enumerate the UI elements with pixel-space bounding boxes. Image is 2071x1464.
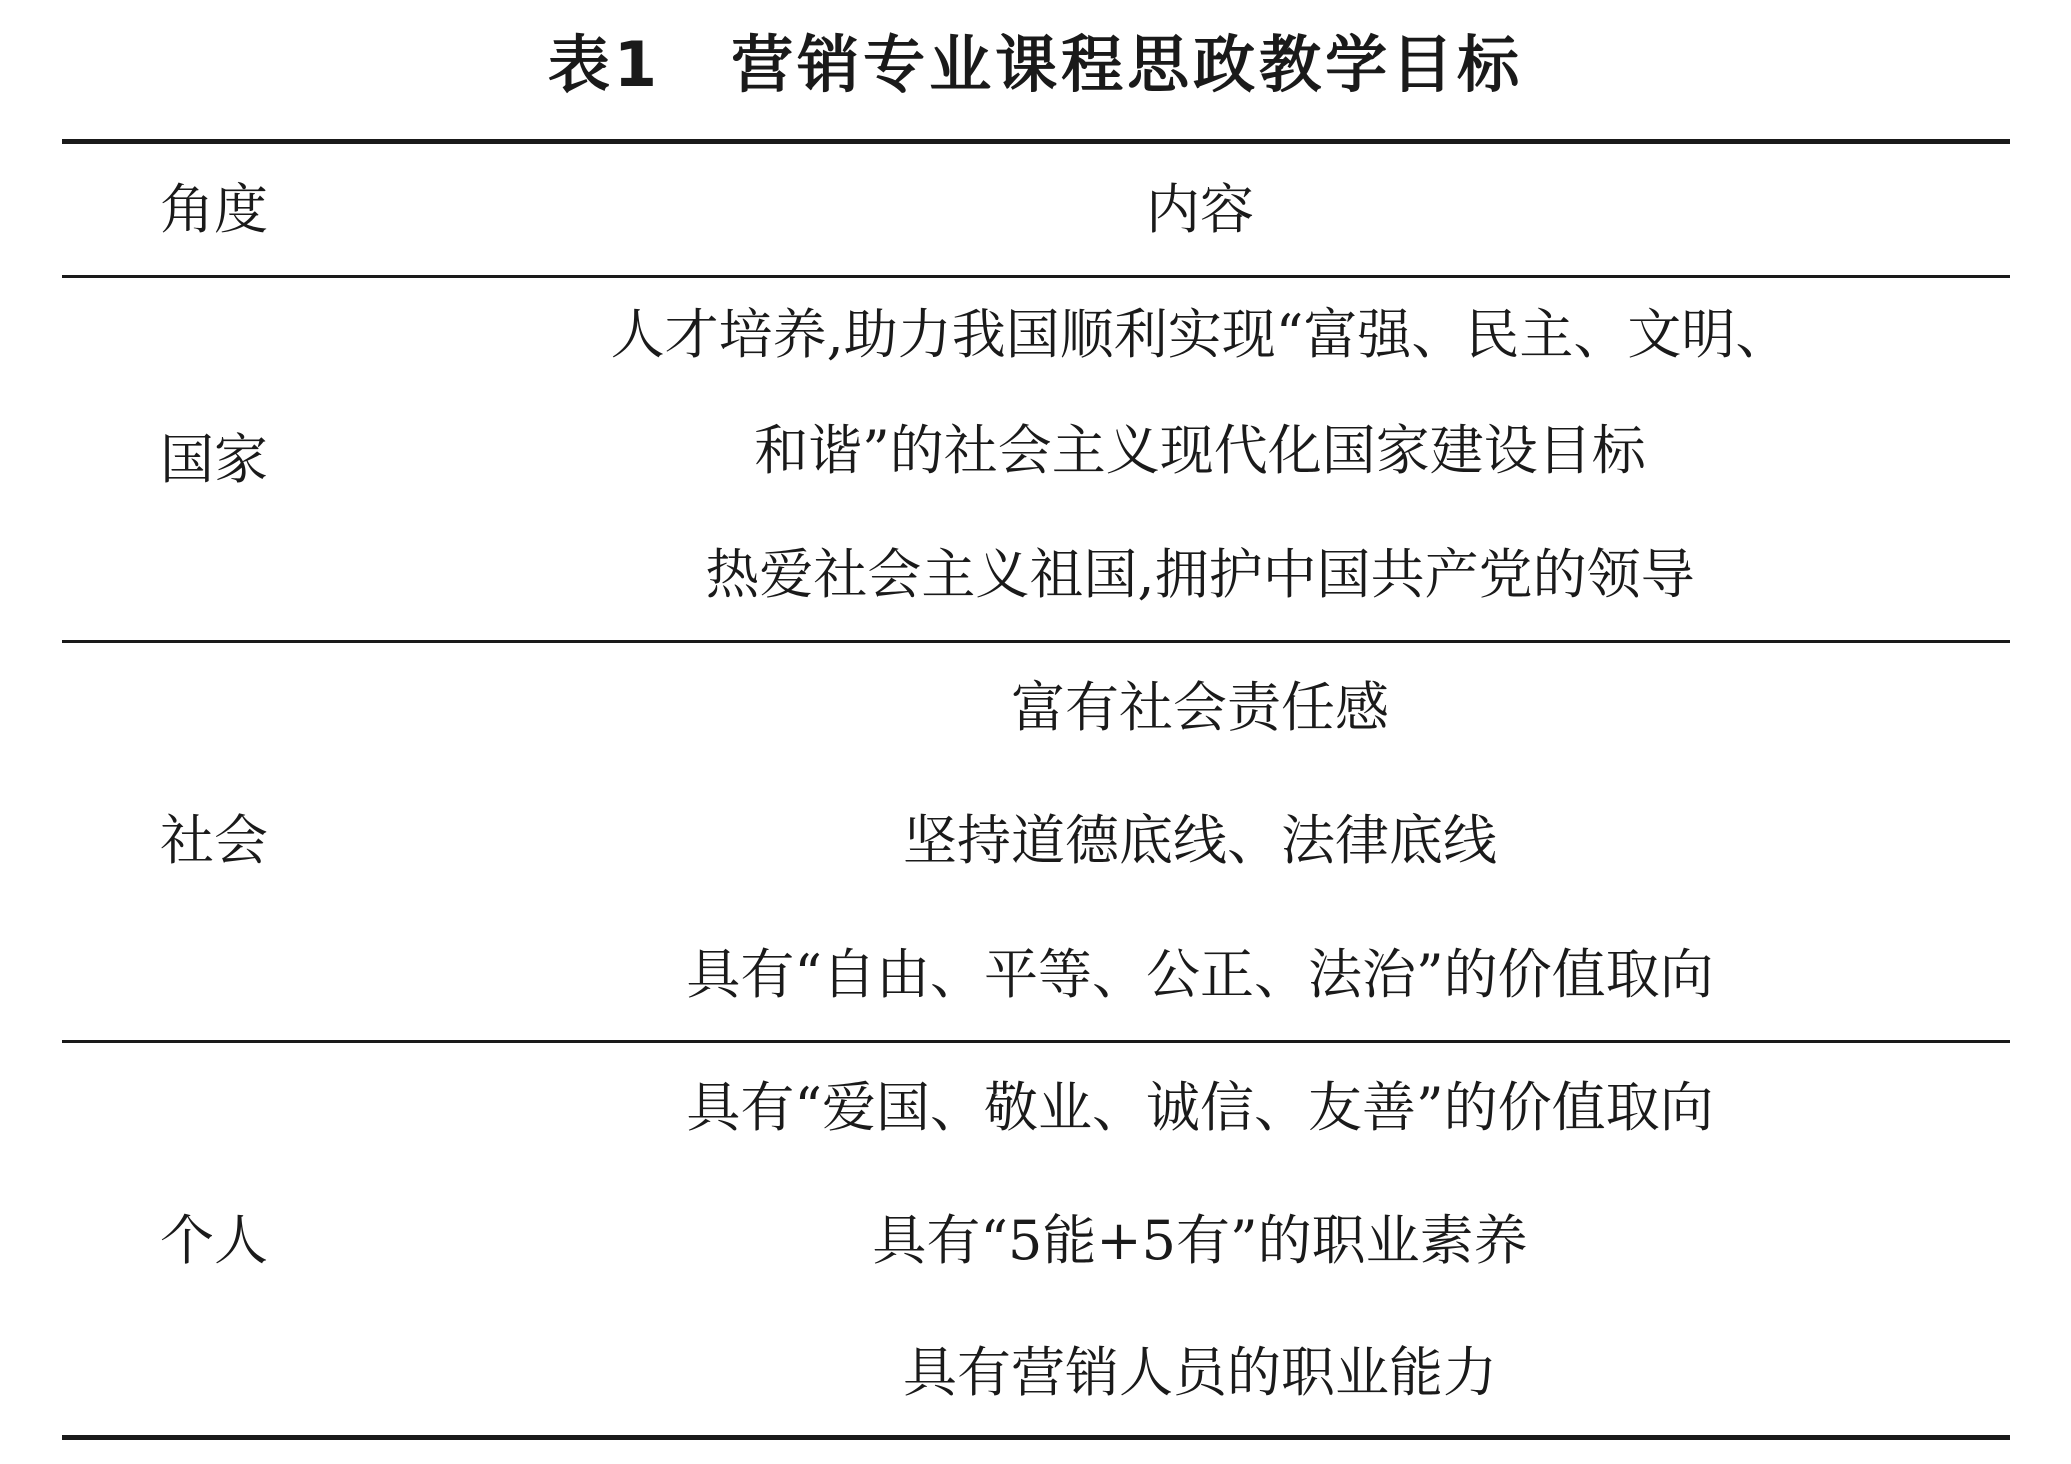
table-caption-number: 表1 (547, 27, 662, 101)
row-angle-society: 社会 (160, 809, 268, 872)
row-society-line-2: 坚持道德底线、法律底线 (903, 809, 1497, 872)
row-country-line-1: 人才培养,助力我国顺利实现“富强、民主、文明、 (610, 303, 1790, 366)
table-top-rule (62, 139, 2010, 144)
row-society-line-1: 富有社会责任感 (1011, 676, 1389, 739)
row-divider-2 (62, 1040, 2010, 1043)
row-divider-1 (62, 640, 2010, 643)
row-society-line-3: 具有“自由、平等、公正、法治”的价值取向 (686, 943, 1714, 1006)
table-caption (0, 14, 2071, 104)
row-country-line-3: 热爱社会主义祖国,拥护中国共产党的领导 (705, 543, 1695, 606)
table-bottom-rule (62, 1435, 2010, 1440)
row-individual-line-1: 具有“爱国、敬业、诚信、友善”的价值取向 (686, 1076, 1714, 1139)
header-rule (62, 275, 2010, 278)
header-angle: 角度 (160, 178, 268, 241)
row-angle-country: 国家 (160, 428, 268, 491)
row-angle-individual: 个人 (160, 1209, 268, 1272)
row-individual-line-3: 具有营销人员的职业能力 (903, 1341, 1497, 1404)
table-caption-title: 营销专业课程思政教学目标 (731, 27, 1524, 101)
row-country-line-2: 和谐”的社会主义现代化国家建设目标 (754, 419, 1646, 482)
header-content: 内容 (1146, 178, 1254, 241)
row-individual-line-2: 具有“5能+5有”的职业素养 (872, 1209, 1528, 1272)
